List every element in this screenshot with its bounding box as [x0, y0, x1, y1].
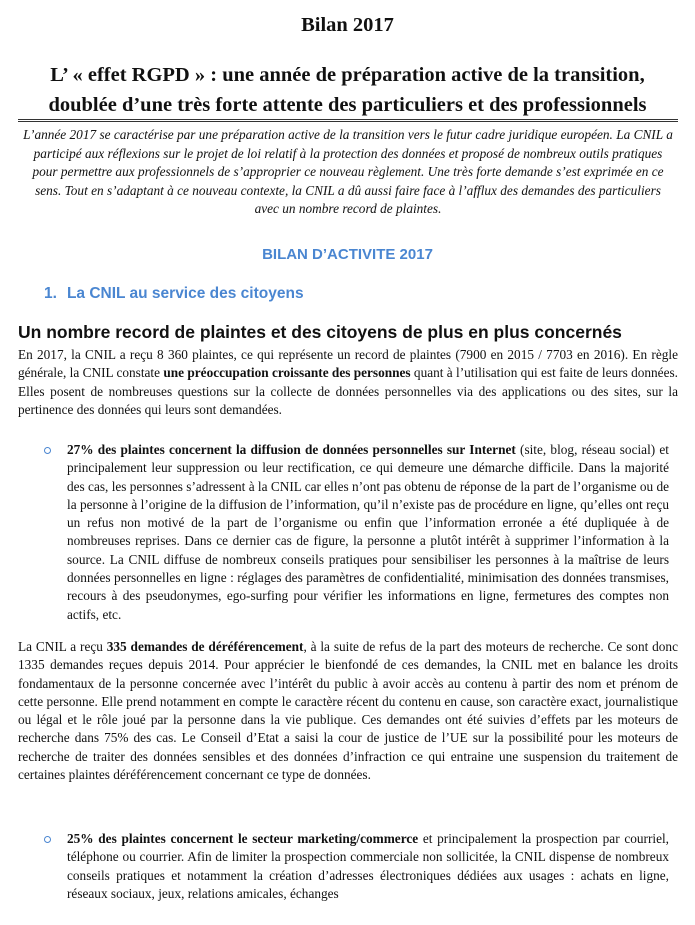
paragraph-text: , à la suite de refus de la part des moteurs de recherche. Ce sont donc 1335 demandes reçues depuis 2014. Pour apprécier le bienfondé de ces demandes, la CNIL met en balance les droits fondamentaux de la personne concernée avec l’intérêt du public à avoir accès au contenu à partir des nom et prénom de cette personne. Elle prend notamment en compte le caractère récent du contenu en cause, son caractère exact, journalistique ou légal et le rôle joué par la personne dans la vie publique. Ces demandes ont été suivies d’effets par les moteurs de recherche dans 75% des cas. Le Conseil d’Etat a saisi la cour de justice de l’UE sur la possibilité pour les moteurs de recherche de traiter des données sensibles et des données d’infraction ce qui entraine une suspension du traitement de certaines plaintes déréférencement concernant ce type de données.	[18, 639, 678, 783]
title-rule-bottom	[18, 121, 678, 122]
main-title-line-1: L’ « effet RGPD » : une année de préparation active de la transition,	[50, 64, 645, 86]
paragraph-text: En 2017, la CNIL a reçu 8 360 plaintes, ce qui représente un record de plaintes (7900 en 2015 / 7703 en 2016). En règle générale, la CNIL constate	[18, 347, 678, 381]
bullet-emphasis: 25% des plaintes concernent le secteur marketing/commerce	[67, 831, 419, 846]
main-title-line-2: doublée d’une très forte attente des particuliers et des professionnels	[48, 94, 647, 116]
document-top-title: Bilan 2017	[301, 14, 394, 36]
hollow-circle-bullet-icon	[44, 836, 51, 843]
hollow-circle-bullet-icon	[44, 447, 51, 454]
paragraph-emphasis: 335 demandes de déréférencement	[106, 639, 304, 654]
paragraph-emphasis: une préoccupation croissante des personnes	[163, 365, 411, 381]
bullet-text: (site, blog, réseau social) et principalement leur suppression ou leur rectification, ce qui demeure une démarche difficile. Dans la majorité des cas, les personnes s’adressent à la CNIL car elles n’ont pas obtenu de réponse de la part de l’organisme ou de la personne à l’origine de la diffusion de l’information, qu’il n’existe pas de procédure en ligne, qu’elles ont reçu un refus non motivé de la part de l’organisme ou enfin que l’information erronée a été dupliquée à de nombreuses reprises. Dans ce dernier cas de figure, la personne a plutôt intérêt à supprimer l’information à la source. La CNIL diffuse de nombreux conseils pratiques pour sensibiliser les personnes à la maîtrise de leurs données personnelles en ligne : réglages des paramètres de confidentialité, minimisation des données transmises, recours à des pseudonymes, ego-surfing pour vérifier les informations en ligne, fermetures des comptes non actifs, etc.	[67, 442, 669, 622]
title-rule-top	[18, 119, 678, 120]
paragraph-plaintes-record	[18, 346, 678, 419]
section-title: La CNIL au service des citoyens	[66, 285, 304, 302]
bullet-emphasis: 27% des plaintes concernent la diffusion de données personnelles sur Internet	[67, 442, 516, 457]
activity-heading: BILAN D’ACTIVITE 2017	[262, 246, 433, 263]
intro-paragraph: L’année 2017 se caractérise par une préparation active de la transition vers le futur cadre juridique européen. La CNIL a participé aux réflexions sur le projet de loi relatif à la protection des données et proposé de nombreux outils pratiques pour permettre aux professionnels de s’approprier ce nouveau règlement. Une très forte demande s’est exprimée en ce sens. Tout en s’adaptant à ce nouveau contexte, la CNIL a dû aussi faire face à l’afflux des demandes des particuliers avec un nombre record de plaintes.	[23, 127, 673, 217]
paragraph-text: quant à l’utilisation qui est faite de leurs données. Elles posent de nombreuses questions sur la collecte de données personnelles via des applications ou des sites, sur la pertinence des données qui leurs sont demandées.	[18, 365, 678, 417]
paragraph-text: La CNIL a reçu	[18, 639, 107, 654]
sub-heading: Un nombre record de plaintes et des citoyens de plus en plus concernés	[18, 322, 622, 342]
bullet-item-diffusion-internet	[67, 441, 669, 624]
paragraph-dereferencement	[18, 638, 678, 784]
section-heading	[44, 285, 304, 303]
bullet-text: et principalement la prospection par courriel, téléphone ou courrier. Afin de limiter la prospection commerciale non sollicitée, la CNIL dispense de nombreux conseils pratiques et notamment la création d’adresses électroniques dédiées aux usages : achats en ligne, réseaux sociaux, jeux, relations amicales, échanges	[67, 831, 669, 901]
document-main-title	[0, 60, 695, 120]
section-number: 1.	[44, 285, 57, 302]
bullet-item-marketing-commerce	[67, 830, 669, 903]
